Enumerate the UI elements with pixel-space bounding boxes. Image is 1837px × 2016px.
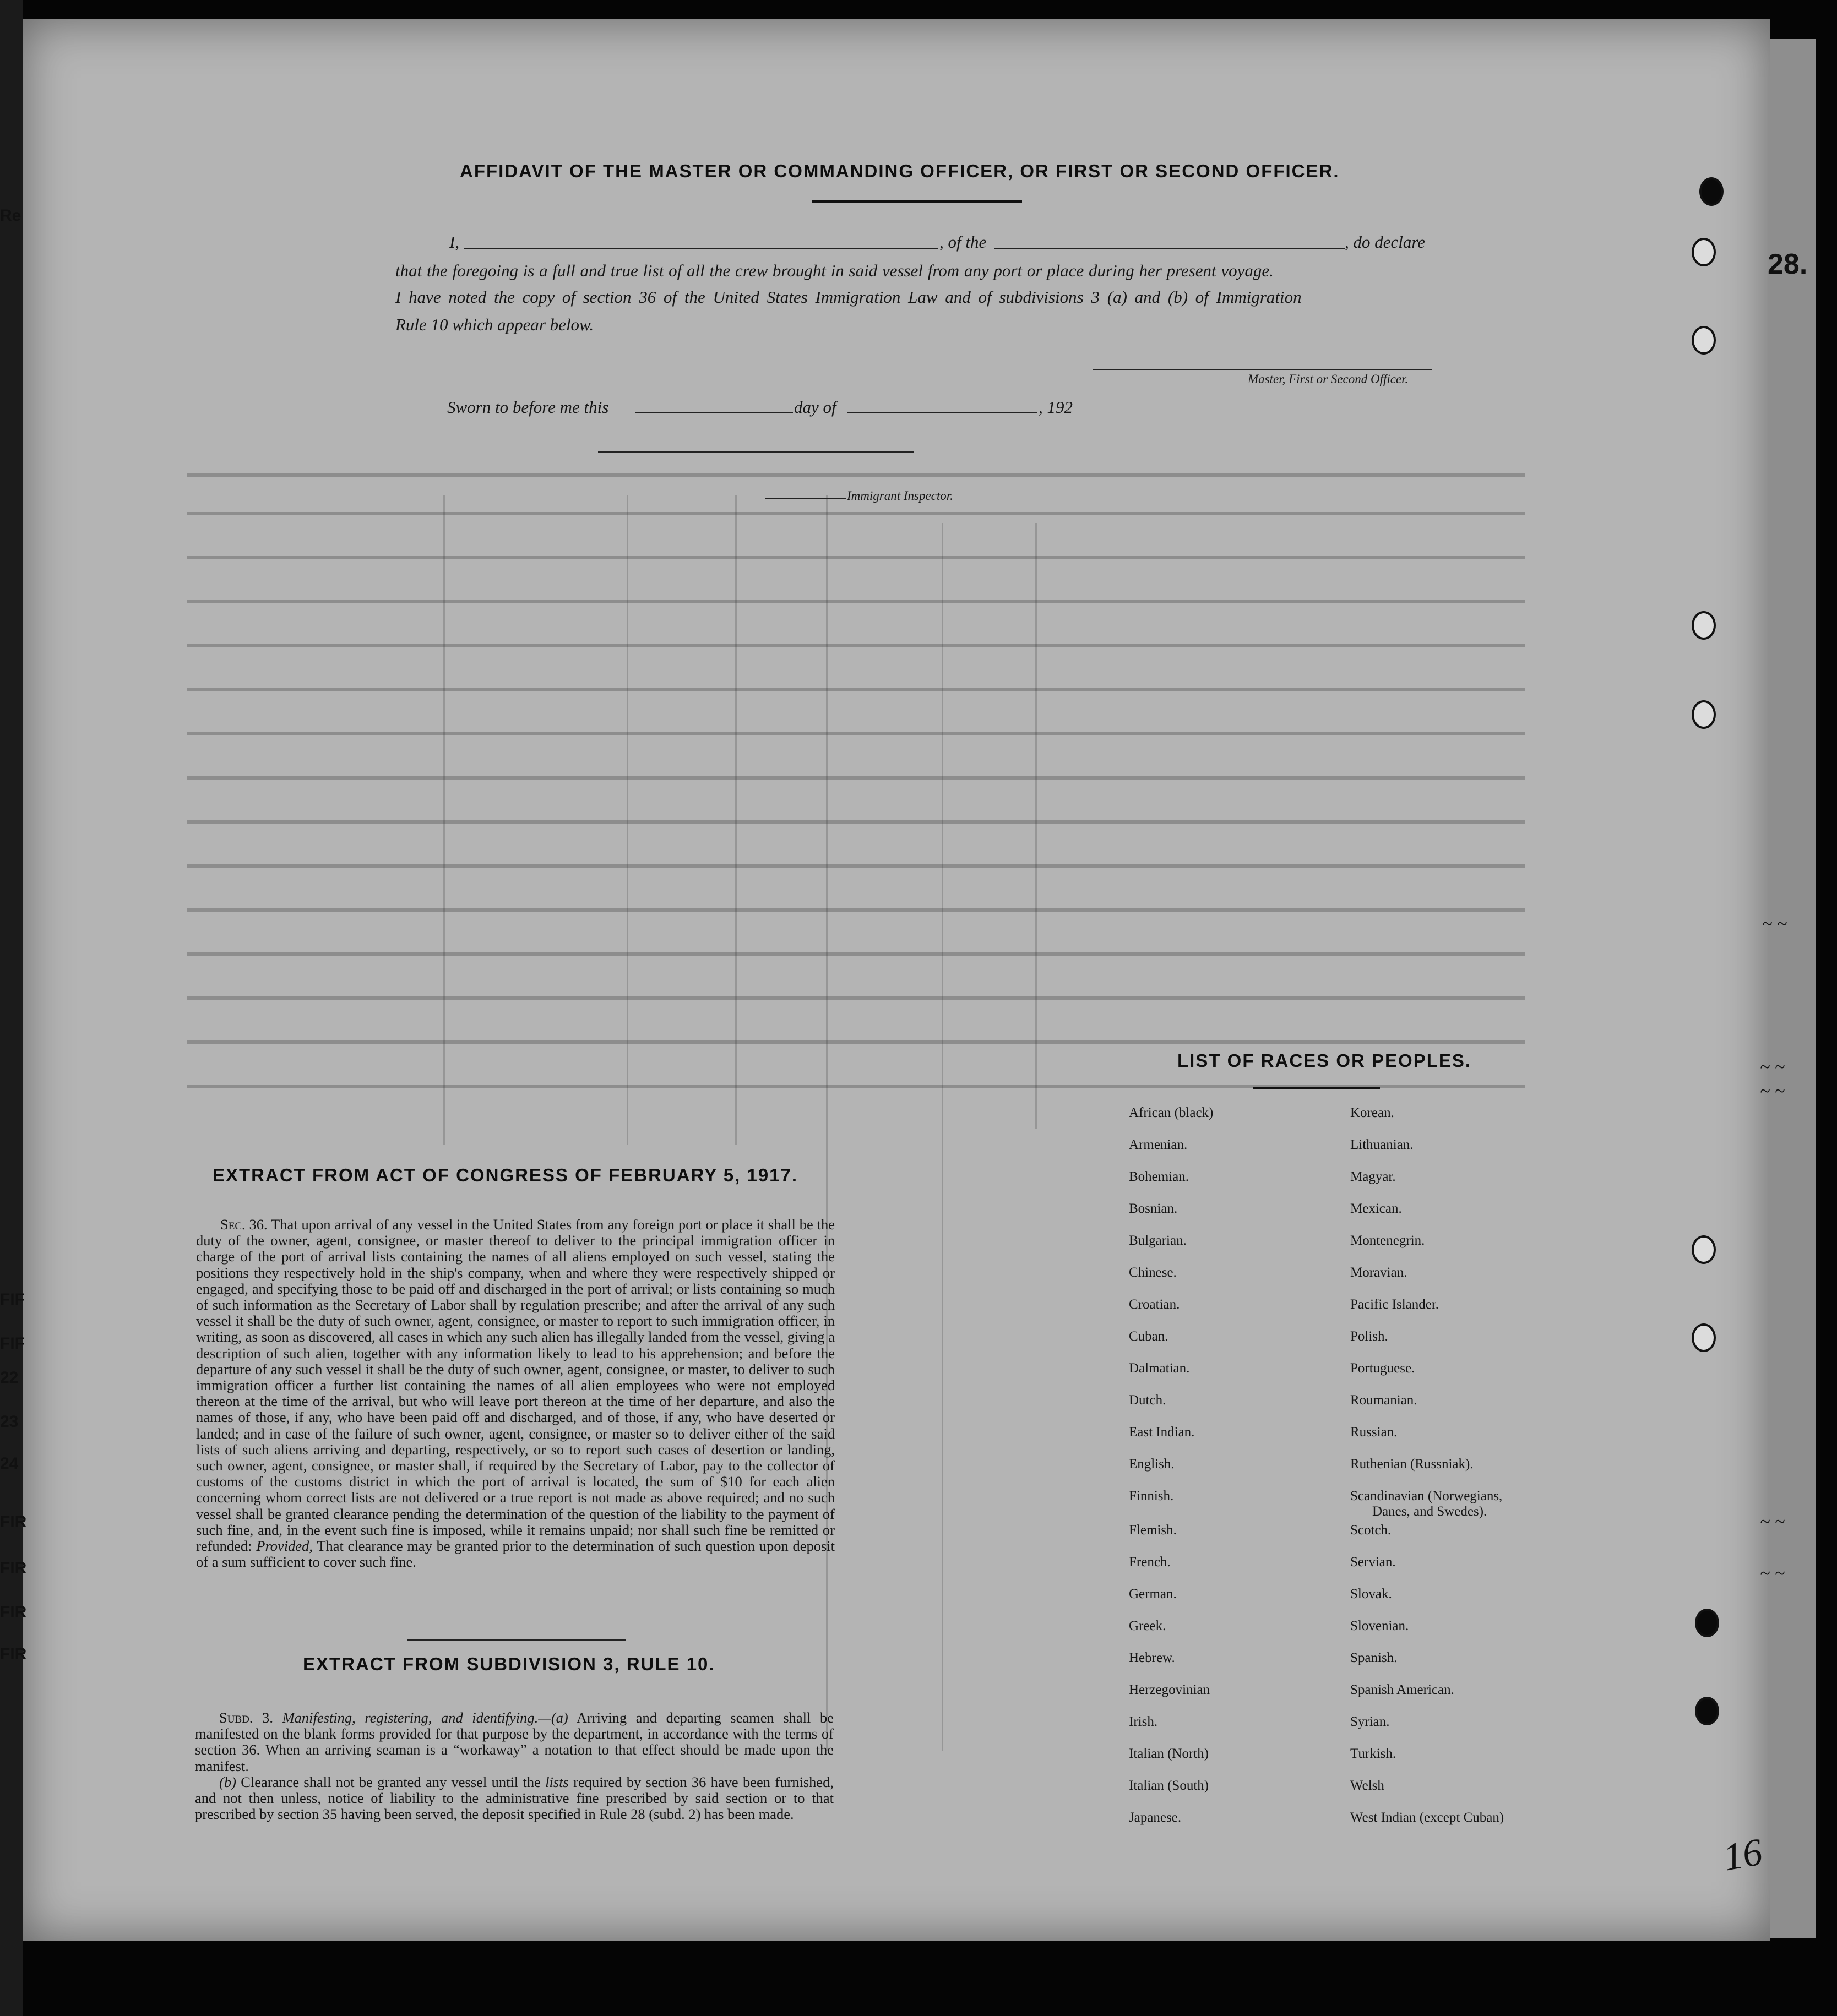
race-item: Italian (South) <box>1129 1778 1209 1793</box>
bleed-through-column <box>942 523 943 1751</box>
inspector-caption: Immigrant Inspector. <box>847 489 953 503</box>
document-page <box>22 19 1770 1941</box>
race-item: Ruthenian (Russniak). <box>1350 1457 1474 1472</box>
race-item: Magyar. <box>1350 1169 1396 1184</box>
race-item: Bosnian. <box>1129 1201 1178 1216</box>
handwritten-margin-note: ~ ~ <box>1760 1057 1785 1077</box>
handwritten-margin-note: ~ ~ <box>1760 1563 1785 1584</box>
punch-hole <box>1692 700 1716 729</box>
race-item: Mexican. <box>1350 1201 1402 1216</box>
race-item: Dalmatian. <box>1129 1361 1190 1376</box>
race-item: French. <box>1129 1555 1171 1570</box>
bleed-through-row <box>187 556 1525 559</box>
race-item: Slovenian. <box>1350 1619 1409 1633</box>
left-edge-tab: FIR <box>0 1559 27 1577</box>
punch-hole <box>1692 238 1716 266</box>
bleed-through-row <box>187 952 1525 956</box>
race-item: Polish. <box>1350 1329 1388 1344</box>
subdivision-label: Subd. 3. <box>219 1709 273 1726</box>
officer-signature-line <box>1093 369 1432 370</box>
sworn-month-blank <box>847 412 1037 413</box>
race-item: Spanish. <box>1350 1650 1398 1665</box>
bleed-through-row <box>187 996 1525 1000</box>
race-item: Welsh <box>1350 1778 1384 1793</box>
act-extract-title: EXTRACT FROM ACT OF CONGRESS OF FEBRUARY 5, 1917. <box>213 1165 798 1185</box>
race-item: Russian. <box>1350 1425 1398 1440</box>
bleed-through-row <box>187 644 1525 647</box>
race-item: Dutch. <box>1129 1393 1166 1408</box>
bleed-through-row <box>187 732 1525 735</box>
bleed-through-row <box>187 864 1525 868</box>
handwritten-margin-note: ~ ~ <box>1760 1081 1785 1102</box>
race-item: Korean. <box>1350 1105 1394 1120</box>
race-item: Irish. <box>1129 1714 1158 1729</box>
bleed-through-row <box>187 688 1525 691</box>
left-binding-edge <box>0 0 23 2016</box>
race-item: West Indian (except Cuban) <box>1350 1810 1504 1825</box>
race-item: Lithuanian. <box>1350 1137 1414 1152</box>
section-divider <box>407 1639 626 1641</box>
race-item: Cuban. <box>1129 1329 1168 1344</box>
section-36-text <box>196 1217 835 1570</box>
subdivision-b-body-end: required by section 36 have been furnished, and not then unless, notice of liability to the administrative fine prescribed by said section or to that prescribed by section 35 having been served, the deposit specified in Rule 28 (subd. 2) has been made. <box>195 1773 834 1823</box>
affidavit-declarant-prefix: I, <box>449 232 460 252</box>
left-edge-tab: FIF <box>0 1334 25 1353</box>
race-item: Herzegovinian <box>1129 1682 1210 1697</box>
bleed-through-row <box>187 512 1525 515</box>
punch-hole <box>1695 1697 1719 1725</box>
affidavit-title: AFFIDAVIT OF THE MASTER OR COMMANDING OFFICER, OR FIRST OR SECOND OFFICER. <box>460 161 1340 181</box>
race-item: Syrian. <box>1350 1714 1390 1729</box>
race-item: Italian (North) <box>1129 1746 1209 1761</box>
affidavit-title-rule <box>812 200 1022 203</box>
left-edge-tab-re: Re <box>0 206 21 225</box>
subdivision-b-body: Clearance shall not be granted any vessel until the <box>241 1773 541 1790</box>
affidavit-statement: that the foregoing is a full and true list of all the crew brought in said vessel from any port or place during her present voyage. <box>395 261 1274 280</box>
subdivision-3-text <box>195 1710 834 1822</box>
races-list-title: LIST OF RACES OR PEOPLES. <box>1177 1050 1472 1071</box>
bleed-through-column <box>1035 523 1037 1129</box>
race-item: Moravian. <box>1350 1265 1407 1280</box>
page-number-handwritten: 16 <box>1720 1830 1766 1879</box>
bleed-through-column <box>627 495 628 1145</box>
race-item: Bulgarian. <box>1129 1233 1187 1248</box>
bleed-through-column <box>735 495 737 1145</box>
affidavit-statement: Rule 10 which appear below. <box>395 315 594 334</box>
punch-hole <box>1692 1235 1716 1264</box>
punch-hole <box>1692 611 1716 640</box>
inspector-caption-lead <box>765 498 846 499</box>
race-item: Servian. <box>1350 1555 1396 1570</box>
affidavit-statement: I have noted the copy of section 36 of the United States Immigration Law and of subdivisions 3 (a) and (b) of Immigration <box>395 287 1302 307</box>
sworn-statement-prefix: Sworn to before me this <box>447 397 609 417</box>
sworn-day-blank <box>635 412 793 413</box>
rule-extract-title: EXTRACT FROM SUBDIVISION 3, RULE 10. <box>303 1654 715 1674</box>
left-edge-row-number: 23 <box>0 1413 19 1431</box>
left-edge-row-number: 22 <box>0 1369 19 1387</box>
race-item: Greek. <box>1129 1619 1166 1633</box>
subdivision-heading: Manifesting, registering, and identifying.—(a) <box>282 1709 568 1726</box>
vessel-name-blank <box>994 248 1345 249</box>
left-edge-tab: FIR <box>0 1603 27 1621</box>
sworn-day-of: day of <box>794 397 836 417</box>
race-item: English. <box>1129 1457 1175 1472</box>
left-edge-tab: FIR <box>0 1513 27 1531</box>
race-item: Scandinavian (Norwegians, <box>1350 1489 1503 1503</box>
punch-hole <box>1699 177 1724 206</box>
race-item: Portuguese. <box>1350 1361 1415 1376</box>
subdivision-b-label: (b) <box>219 1773 236 1790</box>
sworn-year: , 192 <box>1039 397 1073 417</box>
bleed-through-row <box>187 820 1525 824</box>
race-item: Flemish. <box>1129 1523 1177 1538</box>
race-item: Croatian. <box>1129 1297 1180 1312</box>
race-item: African (black) <box>1129 1105 1214 1120</box>
bleed-through-row <box>187 1040 1525 1044</box>
section-36-body: That upon arrival of any vessel in the United States from any foreign port or place it shall be the duty of the owner, agent, consignee, or master thereof to deliver to the principal immigration officer in charge of the port of arrival lists containing the names of all aliens employed on such vessel, stating the positions they respectively hold in the ship's company, when and where they were respectively shipped or engaged, and specifying those to be paid off and discharged in the port of arrival; or lists containing so much of such information as the Secretary of Labor shall by regulation prescribe; and after the arrival of any such vessel it shall be the duty of such owner, agent, consignee, or master to report to such immigration officer, in writing, as soon as discovered, all cases in which any such alien has illegally landed from the vessel, giving a description of such alien, together with any information likely to lead to his apprehension; and before the departure of any such vessel it shall be the duty of such owner, agent, consignee, or master, to deliver to such immigration officer a further list containing the names of all alien employees who were not employed thereon at the time of the arrival, but who will leave port thereon at the time of her departure, and also the names of those, if any, who have been paid off and discharged, and of those, if any, who have deserted or landed; and in case of the failure of such owner, agent, consignee, or master so to deliver either of the said lists of such aliens arriving and departing, respectively, or so to report such cases of desertion or landing, such owner, agent, consignee, or master shall, if required by the Secretary of Labor, pay to the collector of customs of the customs district in which the port of arrival is located, the sum of $10 for each alien concerning whom correct lists are not delivered or a true report is not made as above required; and no such vessel shall be granted clearance pending the determination of the question of the liability to the payment of such fine, and, in the event such fine is imposed, while it remains unpaid; nor shall such fine be remitted or refunded: <box>196 1216 835 1555</box>
race-item: Slovak. <box>1350 1587 1392 1601</box>
handwritten-margin-note: ~ ~ <box>1760 1512 1785 1532</box>
subdivision-a-body: Arriving and departing seamen shall be manifested on the blank forms provided for that purpose by the department, in accordance with the terms of section 36. When an arriving seaman is a “workaway” a notation to that effect should be made upon the manifest. <box>195 1709 834 1774</box>
race-item: Roumanian. <box>1350 1393 1417 1408</box>
section-36-body-end: That clearance may be granted prior to the determination of such question upon deposit of a sum sufficient to cover such fine. <box>196 1538 835 1571</box>
race-item: Spanish American. <box>1350 1682 1454 1697</box>
punch-hole <box>1692 326 1716 355</box>
race-item: Armenian. <box>1129 1137 1188 1152</box>
handwritten-margin-note: ~ ~ <box>1762 914 1787 934</box>
race-item: Scotch. <box>1350 1523 1392 1538</box>
right-margin-number: 28. <box>1768 248 1808 280</box>
left-edge-tab: FIF <box>0 1290 25 1309</box>
declarant-name-blank <box>464 248 938 249</box>
provided-word: Provided, <box>256 1538 313 1555</box>
race-item: Pacific Islander. <box>1350 1297 1439 1312</box>
affidavit-of-the: , of the <box>939 232 987 252</box>
race-item: Turkish. <box>1350 1746 1396 1761</box>
races-title-rule <box>1253 1087 1380 1089</box>
race-item: Japanese. <box>1129 1810 1182 1825</box>
race-item: Bohemian. <box>1129 1169 1189 1184</box>
officer-signature-caption: Master, First or Second Officer. <box>1248 372 1409 386</box>
section-label: Sec. 36. <box>220 1216 268 1233</box>
race-item: German. <box>1129 1587 1177 1601</box>
race-item: Hebrew. <box>1129 1650 1175 1665</box>
bleed-through-row <box>187 908 1525 912</box>
left-edge-row-number: 24 <box>0 1454 19 1473</box>
inspector-signature-line <box>598 451 914 453</box>
race-item: Montenegrin. <box>1350 1233 1425 1248</box>
race-item: Finnish. <box>1129 1489 1174 1503</box>
affidavit-do-declare: , do declare <box>1345 232 1426 252</box>
bleed-through-row <box>187 473 1525 477</box>
race-item: Chinese. <box>1129 1265 1177 1280</box>
left-edge-tab: FIR <box>0 1645 27 1663</box>
punch-hole <box>1692 1323 1716 1352</box>
race-item: East Indian. <box>1129 1425 1195 1440</box>
bleed-through-row <box>187 776 1525 780</box>
bleed-through-column <box>443 495 445 1145</box>
punch-hole <box>1695 1609 1719 1637</box>
lists-word: lists <box>545 1773 569 1790</box>
bleed-through-row <box>187 600 1525 603</box>
race-item-continuation: Danes, and Swedes). <box>1372 1504 1487 1519</box>
